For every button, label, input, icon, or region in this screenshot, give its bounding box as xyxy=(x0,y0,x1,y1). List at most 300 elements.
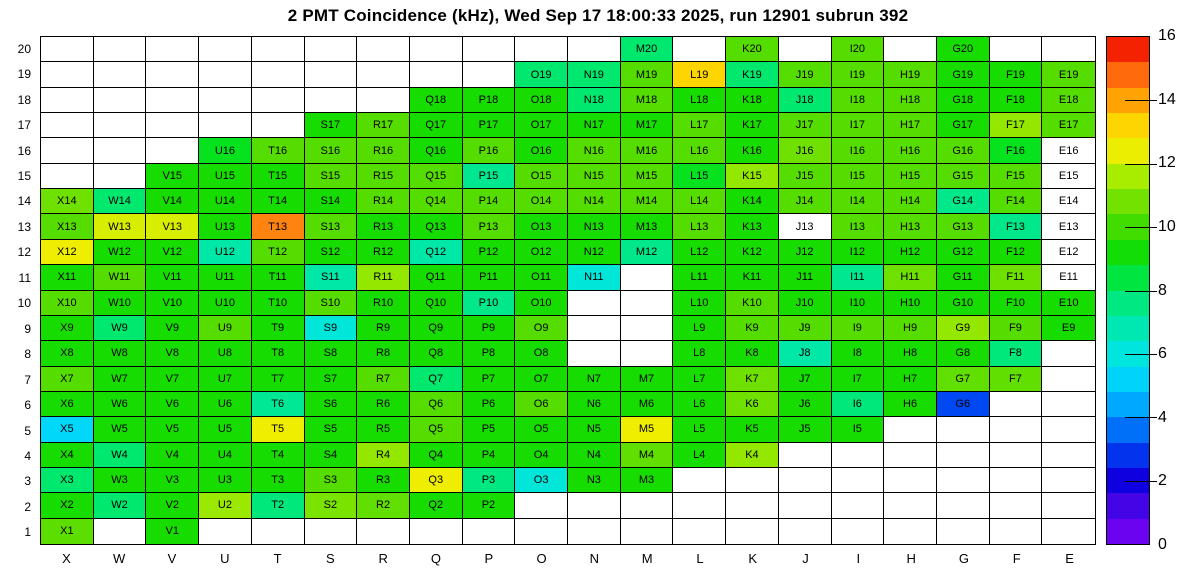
heatmap-cell: R14 xyxy=(357,189,410,214)
heatmap-cell: Q10 xyxy=(410,291,463,316)
heatmap-cell: H19 xyxy=(884,62,937,87)
heatmap-cell xyxy=(779,468,832,493)
heatmap-cell: E15 xyxy=(1042,164,1095,189)
colorbar-tick xyxy=(1125,227,1157,228)
heatmap-cell: T2 xyxy=(252,493,305,518)
heatmap-cell xyxy=(305,88,358,113)
heatmap-cell: F15 xyxy=(990,164,1043,189)
heatmap-cell: O18 xyxy=(515,88,568,113)
heatmap-cell: T13 xyxy=(252,214,305,239)
heatmap-cell: K7 xyxy=(726,367,779,392)
heatmap-cell: O13 xyxy=(515,214,568,239)
heatmap-cell: H10 xyxy=(884,291,937,316)
heatmap-cell xyxy=(94,164,147,189)
colorbar-tick xyxy=(1125,354,1157,355)
heatmap-cell: R3 xyxy=(357,468,410,493)
heatmap-cell: W9 xyxy=(94,316,147,341)
heatmap-cell: H11 xyxy=(884,265,937,290)
heatmap-cell: I13 xyxy=(832,214,885,239)
heatmap-cell: F19 xyxy=(990,62,1043,87)
x-axis-tick-label: K xyxy=(748,550,758,566)
heatmap-cell xyxy=(199,519,252,544)
heatmap-cell: K17 xyxy=(726,113,779,138)
x-axis-tick-label: G xyxy=(958,550,969,566)
heatmap-cell: P4 xyxy=(463,443,516,468)
heatmap-cell: M15 xyxy=(621,164,674,189)
y-axis-tick-label: 6 xyxy=(24,398,31,413)
heatmap-cell: H8 xyxy=(884,341,937,366)
heatmap-cell: N3 xyxy=(568,468,621,493)
heatmap-cell xyxy=(515,519,568,544)
heatmap-cell: S10 xyxy=(305,291,358,316)
heatmap-cell xyxy=(515,37,568,62)
heatmap-cell: P16 xyxy=(463,138,516,163)
heatmap-cell: U13 xyxy=(199,214,252,239)
heatmap-cell: S6 xyxy=(305,392,358,417)
heatmap-cell xyxy=(199,37,252,62)
heatmap-cell: U7 xyxy=(199,367,252,392)
heatmap-cell: K12 xyxy=(726,240,779,265)
heatmap-cell: M17 xyxy=(621,113,674,138)
y-axis-tick-label: 19 xyxy=(17,67,31,82)
heatmap-cell: V1 xyxy=(146,519,199,544)
heatmap-cell: G20 xyxy=(937,37,990,62)
heatmap-cell: I10 xyxy=(832,291,885,316)
heatmap-cell: S3 xyxy=(305,468,358,493)
heatmap-cell: P9 xyxy=(463,316,516,341)
heatmap-cell xyxy=(884,468,937,493)
heatmap-cell: R8 xyxy=(357,341,410,366)
heatmap-cell: J10 xyxy=(779,291,832,316)
heatmap-cell: N14 xyxy=(568,189,621,214)
heatmap-cell: O6 xyxy=(515,392,568,417)
colorbar-band xyxy=(1107,164,1149,190)
heatmap-cell: L6 xyxy=(673,392,726,417)
heatmap-cell: P13 xyxy=(463,214,516,239)
heatmap-cell: R11 xyxy=(357,265,410,290)
heatmap-cell: M7 xyxy=(621,367,674,392)
heatmap-cell: W5 xyxy=(94,417,147,442)
heatmap-cell xyxy=(252,62,305,87)
heatmap-cell: W3 xyxy=(94,468,147,493)
heatmap-cell: G15 xyxy=(937,164,990,189)
heatmap-cell: P18 xyxy=(463,88,516,113)
y-axis-tick-label: 13 xyxy=(17,219,31,234)
heatmap-cell xyxy=(41,37,94,62)
heatmap-cell xyxy=(199,62,252,87)
heatmap-cell: U15 xyxy=(199,164,252,189)
x-axis-tick-label: J xyxy=(802,550,809,566)
heatmap-cell: V2 xyxy=(146,493,199,518)
heatmap-cell: T7 xyxy=(252,367,305,392)
heatmap-cell: U11 xyxy=(199,265,252,290)
heatmap-cell: U8 xyxy=(199,341,252,366)
heatmap-cell: X3 xyxy=(41,468,94,493)
heatmap-cell: G14 xyxy=(937,189,990,214)
heatmap-cell xyxy=(305,519,358,544)
y-axis-tick-label: 14 xyxy=(17,194,31,209)
heatmap-cell xyxy=(252,519,305,544)
heatmap-cell: U14 xyxy=(199,189,252,214)
heatmap-cell xyxy=(305,62,358,87)
heatmap-cell: M12 xyxy=(621,240,674,265)
heatmap-cell: Q16 xyxy=(410,138,463,163)
heatmap-cell xyxy=(41,88,94,113)
heatmap-cell: H17 xyxy=(884,113,937,138)
heatmap-cell: T4 xyxy=(252,443,305,468)
heatmap-cell xyxy=(94,88,147,113)
heatmap-cell: V10 xyxy=(146,291,199,316)
y-axis-tick-label: 9 xyxy=(24,321,31,336)
heatmap-cell: K16 xyxy=(726,138,779,163)
heatmap-cell: I8 xyxy=(832,341,885,366)
colorbar-tick-label: 0 xyxy=(1158,536,1167,553)
heatmap-cell xyxy=(1042,468,1095,493)
heatmap-cell: H7 xyxy=(884,367,937,392)
heatmap-cell: X14 xyxy=(41,189,94,214)
heatmap-cell: G18 xyxy=(937,88,990,113)
heatmap-cell: H6 xyxy=(884,392,937,417)
heatmap-cell: H15 xyxy=(884,164,937,189)
x-axis-tick-label: V xyxy=(167,550,177,566)
heatmap-cell: U5 xyxy=(199,417,252,442)
heatmap-cell: S11 xyxy=(305,265,358,290)
colorbar-tick xyxy=(1125,164,1157,165)
heatmap-cell: O14 xyxy=(515,189,568,214)
colorbar-band xyxy=(1107,37,1149,63)
heatmap-cell xyxy=(515,493,568,518)
heatmap-cell xyxy=(779,443,832,468)
heatmap-cell xyxy=(832,519,885,544)
heatmap-cell: G19 xyxy=(937,62,990,87)
heatmap-cell: M13 xyxy=(621,214,674,239)
heatmap-cell xyxy=(832,468,885,493)
heatmap-cell xyxy=(41,113,94,138)
y-axis-tick-label: 15 xyxy=(17,168,31,183)
y-axis-tick-label: 17 xyxy=(17,118,31,133)
heatmap-cell: Q3 xyxy=(410,468,463,493)
heatmap-cell: O8 xyxy=(515,341,568,366)
heatmap-cell: N15 xyxy=(568,164,621,189)
colorbar-tick xyxy=(1125,100,1157,101)
heatmap-cell xyxy=(1042,367,1095,392)
heatmap-cell: I15 xyxy=(832,164,885,189)
heatmap-cell xyxy=(990,468,1043,493)
heatmap-cell xyxy=(41,62,94,87)
heatmap-cell xyxy=(779,493,832,518)
heatmap-cell xyxy=(621,493,674,518)
heatmap-cell: H18 xyxy=(884,88,937,113)
heatmap-cell: F9 xyxy=(990,316,1043,341)
heatmap-cell: R12 xyxy=(357,240,410,265)
heatmap-cell: F18 xyxy=(990,88,1043,113)
heatmap-cell: P7 xyxy=(463,367,516,392)
heatmap-cell: I11 xyxy=(832,265,885,290)
y-axis-tick-label: 5 xyxy=(24,423,31,438)
heatmap-cell: F17 xyxy=(990,113,1043,138)
heatmap-cell: U6 xyxy=(199,392,252,417)
heatmap-cell xyxy=(94,37,147,62)
heatmap-cell xyxy=(94,138,147,163)
colorbar-tick-label: 12 xyxy=(1158,154,1176,172)
heatmap-cell: U2 xyxy=(199,493,252,518)
heatmap-cell: U9 xyxy=(199,316,252,341)
heatmap-cell: T8 xyxy=(252,341,305,366)
heatmap-cell: I7 xyxy=(832,367,885,392)
colorbar-band xyxy=(1107,62,1149,88)
heatmap-cell: L16 xyxy=(673,138,726,163)
heatmap-cell xyxy=(199,113,252,138)
heatmap-cell: P10 xyxy=(463,291,516,316)
heatmap-cell: K13 xyxy=(726,214,779,239)
y-axis-tick-label: 18 xyxy=(17,92,31,107)
heatmap-cell: V3 xyxy=(146,468,199,493)
heatmap-cell xyxy=(673,37,726,62)
heatmap-cell xyxy=(726,493,779,518)
heatmap-cell: W4 xyxy=(94,443,147,468)
heatmap-cell: S13 xyxy=(305,214,358,239)
heatmap-cell: X13 xyxy=(41,214,94,239)
heatmap-cell xyxy=(410,62,463,87)
heatmap-cell xyxy=(1042,493,1095,518)
heatmap-cell: O17 xyxy=(515,113,568,138)
heatmap-cell: T6 xyxy=(252,392,305,417)
heatmap-cell: W11 xyxy=(94,265,147,290)
heatmap-cell: U12 xyxy=(199,240,252,265)
heatmap-cell: K15 xyxy=(726,164,779,189)
heatmap-cell: I12 xyxy=(832,240,885,265)
x-axis-tick-label: T xyxy=(273,550,282,566)
heatmap-cell: Q5 xyxy=(410,417,463,442)
x-axis-tick-label: I xyxy=(856,550,861,566)
colorbar-band xyxy=(1107,138,1149,164)
heatmap-cell: W14 xyxy=(94,189,147,214)
heatmap-cell: L4 xyxy=(673,443,726,468)
x-axis-tick-label: L xyxy=(696,550,704,566)
heatmap-cell: T9 xyxy=(252,316,305,341)
heatmap-cell xyxy=(41,138,94,163)
heatmap-cell: E19 xyxy=(1042,62,1095,87)
x-axis-tick-label: E xyxy=(1065,550,1074,566)
heatmap-cell xyxy=(673,493,726,518)
heatmap-cell: I16 xyxy=(832,138,885,163)
heatmap-cell: E9 xyxy=(1042,316,1095,341)
colorbar-tick-label: 10 xyxy=(1158,217,1176,235)
heatmap-cell xyxy=(357,519,410,544)
heatmap-cell: W10 xyxy=(94,291,147,316)
heatmap-cell: M3 xyxy=(621,468,674,493)
heatmap-cell: K14 xyxy=(726,189,779,214)
heatmap-cell: Q9 xyxy=(410,316,463,341)
heatmap-cell: X2 xyxy=(41,493,94,518)
heatmap-cell xyxy=(990,493,1043,518)
heatmap-cell xyxy=(937,468,990,493)
heatmap-cell: N13 xyxy=(568,214,621,239)
heatmap-cell: X9 xyxy=(41,316,94,341)
heatmap-cell: L8 xyxy=(673,341,726,366)
heatmap-cell: Q4 xyxy=(410,443,463,468)
heatmap-cell xyxy=(1042,519,1095,544)
heatmap-cell: J14 xyxy=(779,189,832,214)
heatmap-cell xyxy=(463,37,516,62)
heatmap-cell: V14 xyxy=(146,189,199,214)
heatmap-cell: M14 xyxy=(621,189,674,214)
heatmap-cell xyxy=(1042,417,1095,442)
heatmap-cell xyxy=(146,88,199,113)
y-axis-tick-label: 8 xyxy=(24,347,31,362)
heatmap-cell: G10 xyxy=(937,291,990,316)
heatmap-cell: E18 xyxy=(1042,88,1095,113)
heatmap-cell: I18 xyxy=(832,88,885,113)
heatmap-cell: N5 xyxy=(568,417,621,442)
heatmap-cell xyxy=(252,113,305,138)
heatmap-cell xyxy=(305,37,358,62)
heatmap-cell xyxy=(884,493,937,518)
chart-title: 2 PMT Coincidence (kHz), Wed Sep 17 18:00:33 2025, run 12901 subrun 392 xyxy=(287,6,909,25)
colorbar-band xyxy=(1107,493,1149,519)
heatmap-cell: H9 xyxy=(884,316,937,341)
colorbar-band xyxy=(1107,240,1149,266)
heatmap-cell: F8 xyxy=(990,341,1043,366)
heatmap-cell: W13 xyxy=(94,214,147,239)
heatmap-cell: W7 xyxy=(94,367,147,392)
x-axis-tick-label: S xyxy=(326,550,335,566)
heatmap-cell xyxy=(252,88,305,113)
heatmap-cell: R17 xyxy=(357,113,410,138)
heatmap-cell: U3 xyxy=(199,468,252,493)
heatmap-cell: Q17 xyxy=(410,113,463,138)
heatmap-cell xyxy=(568,341,621,366)
heatmap-cell xyxy=(884,417,937,442)
heatmap-cell xyxy=(463,519,516,544)
heatmap-cell: K18 xyxy=(726,88,779,113)
heatmap-cell xyxy=(94,519,147,544)
heatmap-cell: G13 xyxy=(937,214,990,239)
y-axis-tick-label: 7 xyxy=(24,372,31,387)
heatmap-cell: R4 xyxy=(357,443,410,468)
heatmap-cell: V5 xyxy=(146,417,199,442)
heatmap-cell: T15 xyxy=(252,164,305,189)
heatmap-cell: Q2 xyxy=(410,493,463,518)
heatmap-cell: T10 xyxy=(252,291,305,316)
colorbar-band xyxy=(1107,291,1149,317)
heatmap-cell: S4 xyxy=(305,443,358,468)
heatmap-cell: I6 xyxy=(832,392,885,417)
heatmap-cell: L5 xyxy=(673,417,726,442)
heatmap-cell: I19 xyxy=(832,62,885,87)
heatmap-cell: L11 xyxy=(673,265,726,290)
heatmap-cell: R13 xyxy=(357,214,410,239)
x-axis-tick-label: M xyxy=(641,550,653,566)
heatmap-cell: M16 xyxy=(621,138,674,163)
heatmap-cell: L15 xyxy=(673,164,726,189)
heatmap-cell: R2 xyxy=(357,493,410,518)
y-axis-tick-label: 12 xyxy=(17,245,31,260)
colorbar-tick-label: 6 xyxy=(1158,345,1167,363)
heatmap-cell xyxy=(1042,443,1095,468)
heatmap-grid xyxy=(40,36,1096,545)
heatmap-cell xyxy=(463,62,516,87)
heatmap-cell: N19 xyxy=(568,62,621,87)
colorbar-band xyxy=(1107,417,1149,443)
heatmap-cell xyxy=(937,417,990,442)
heatmap-cell xyxy=(884,519,937,544)
heatmap-cell: Q18 xyxy=(410,88,463,113)
colorbar-tick xyxy=(1125,417,1157,418)
heatmap-cell: G7 xyxy=(937,367,990,392)
heatmap-cell: G9 xyxy=(937,316,990,341)
x-axis-tick-label: P xyxy=(484,550,494,566)
x-axis-tick-label: X xyxy=(62,550,71,566)
heatmap-cell: E13 xyxy=(1042,214,1095,239)
colorbar-tick-label: 16 xyxy=(1158,27,1176,44)
heatmap-cell: S17 xyxy=(305,113,358,138)
heatmap-cell xyxy=(568,316,621,341)
heatmap-cell: M20 xyxy=(621,37,674,62)
heatmap-cell xyxy=(146,113,199,138)
heatmap-cell: J9 xyxy=(779,316,832,341)
heatmap-cell: L12 xyxy=(673,240,726,265)
heatmap-cell: P8 xyxy=(463,341,516,366)
heatmap-cell xyxy=(779,519,832,544)
heatmap-cell xyxy=(990,37,1043,62)
heatmap-cell: Q7 xyxy=(410,367,463,392)
heatmap-cell: X5 xyxy=(41,417,94,442)
heatmap-cell: T11 xyxy=(252,265,305,290)
heatmap-cell: S16 xyxy=(305,138,358,163)
x-axis-tick-label: N xyxy=(589,550,600,566)
heatmap-cell: I14 xyxy=(832,189,885,214)
heatmap-cell: N18 xyxy=(568,88,621,113)
heatmap-cell xyxy=(832,493,885,518)
heatmap-cell: E14 xyxy=(1042,189,1095,214)
heatmap-cell: J8 xyxy=(779,341,832,366)
heatmap-cell: V9 xyxy=(146,316,199,341)
heatmap-cell: X11 xyxy=(41,265,94,290)
heatmap-cell: P14 xyxy=(463,189,516,214)
heatmap-cell: S7 xyxy=(305,367,358,392)
heatmap-cell: R7 xyxy=(357,367,410,392)
heatmap-cell: X4 xyxy=(41,443,94,468)
heatmap-cell: W8 xyxy=(94,341,147,366)
heatmap-cell: N4 xyxy=(568,443,621,468)
colorbar-band xyxy=(1107,392,1149,418)
heatmap-cell xyxy=(621,341,674,366)
heatmap-cell: V8 xyxy=(146,341,199,366)
heatmap-cell: J19 xyxy=(779,62,832,87)
heatmap-cell: E16 xyxy=(1042,138,1095,163)
heatmap-cell: O12 xyxy=(515,240,568,265)
x-axis-tick-label: O xyxy=(536,550,547,566)
heatmap-cell: H16 xyxy=(884,138,937,163)
x-axis-tick-label: Q xyxy=(430,550,442,566)
heatmap-cell xyxy=(568,519,621,544)
x-axis-tick-label: W xyxy=(113,550,126,566)
heatmap-cell: J16 xyxy=(779,138,832,163)
heatmap-cell: J12 xyxy=(779,240,832,265)
heatmap-cell: K9 xyxy=(726,316,779,341)
heatmap-cell: V13 xyxy=(146,214,199,239)
heatmap-cell xyxy=(357,88,410,113)
heatmap-cell xyxy=(1042,392,1095,417)
heatmap-cell: V4 xyxy=(146,443,199,468)
heatmap-cell: L14 xyxy=(673,189,726,214)
heatmap-cell: O15 xyxy=(515,164,568,189)
heatmap-cell: J11 xyxy=(779,265,832,290)
heatmap-cell: O9 xyxy=(515,316,568,341)
y-axis xyxy=(0,36,33,545)
heatmap-cell xyxy=(410,37,463,62)
